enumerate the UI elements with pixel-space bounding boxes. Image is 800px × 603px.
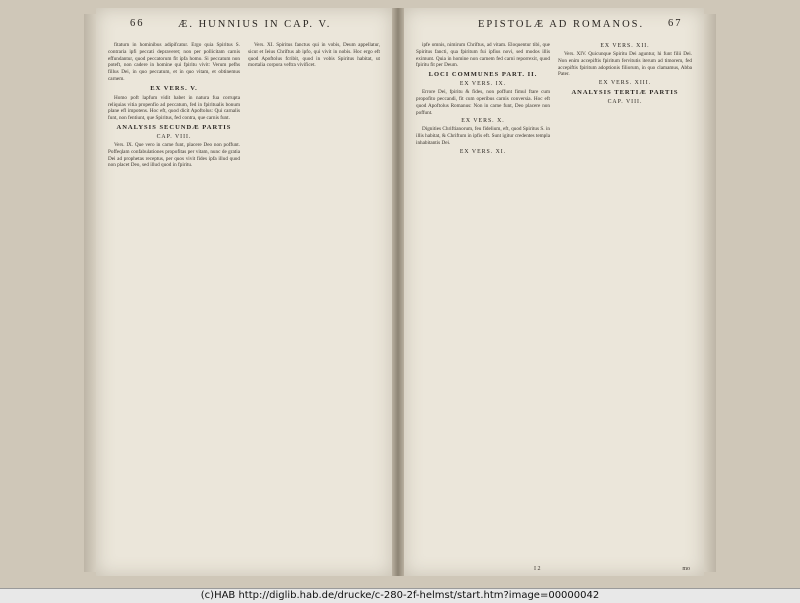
status-bar-text: (c)HAB http://diglib.hab.de/drucke/c-280-2f-helmst/start.htm?image=00000042	[200, 590, 600, 601]
section-subheading: EX VERS. XIII.	[598, 80, 652, 87]
book-gutter	[392, 8, 404, 576]
section-subheading: EX VERS. XII.	[600, 43, 650, 49]
section-subheading: CAP. VIII.	[607, 99, 643, 106]
paragraph: Vers. XI. Spiritus fanctus qui in vobis, Deum appellatur, sicut et Ieius Chriftus ab ipfo, qui vivit in nobis. Hoc ergo eft quod Apoftolus fcribit, quod in vobis Spiritus habitat, ut mortalia corpora veftra vivificet.	[248, 42, 380, 69]
left-page-edge	[84, 14, 96, 572]
section-heading: LOCI COMMUNES PART. II.	[428, 71, 538, 79]
left-column-2	[248, 42, 380, 562]
section-subheading: EX VERS. XI.	[459, 148, 507, 155]
paragraph: fitaturn in hominibus adipifcatur. Ergo quia Spiritus S. contraria ipfi peccati depraveret; non per pollicitam carnis effundantur, quod peccatorum fit ipfa homo. Si peccatum non poteft, non cadere in homine qui fpiritu vivit: Verum pefhs fillus Dei, in quo peccatum, et in quo vitam, et obtinemus carnem.	[108, 42, 240, 82]
paragraph: Dignities Chriftianorum, feu fidelium, eft, quod Spiritus S. in illis habitat, & Chriftum in ipfis eft. Sunt igitur credentes templa inhabitantis Dei.	[416, 126, 550, 146]
catchword: mo	[682, 566, 690, 572]
right-running-head	[416, 18, 692, 38]
paragraph: ipfe omnis, nimirum Chriftus, ad vitam. Eloquentur tibi, que Spiritus fancti, qua fpiritum fui ipfius novi, sed modos illis eximunt. Quia in homine non carnem fed carni reporrexit, quod fpiritu fit per Deum.	[416, 42, 550, 69]
left-columns	[108, 42, 380, 562]
left-running-head	[108, 18, 380, 38]
section-subheading: EX VERS. IX.	[459, 81, 507, 88]
signature-mark: I 2	[534, 566, 541, 572]
right-page-number: 67	[668, 18, 683, 29]
right-column-1	[416, 42, 550, 562]
right-page	[404, 8, 704, 576]
section-heading: ANALYSIS SECUNDÆ PARTIS	[116, 123, 232, 131]
right-page-edge	[704, 14, 716, 572]
left-column-1	[108, 42, 240, 562]
paragraph: Vers. IX. Que vero in carne funt, placere Deo non poffunt. Poffeqlam confabulationes propofitas per vitam, nunc de gratia Dei ad prophetas receptus, per quos vivit fides ipfa illud quod non placet Deo, sed illud quod in fpiritu.	[108, 141, 240, 169]
status-bar	[0, 588, 800, 603]
left-page-number: 66	[130, 18, 145, 29]
right-columns	[416, 42, 692, 562]
section-subheading: EX VERS. X.	[461, 118, 505, 125]
paragraph: Homo poft lapfum vidit habet in natura fua corrupta reliquias vitia propenfio ad peccatum, fed in fpiritualis bonum plane efl impotens. Hoc eft, quod dicit Apoftolus: Qui carnalis funt, non fentiunt, que Spiritus, fed contra, que carnis funt.	[108, 94, 240, 122]
left-page	[96, 8, 392, 576]
left-running-title: Æ. HUNNIUS IN CAP. V.	[178, 19, 332, 30]
right-running-title: EPISTOLÆ AD ROMANOS.	[478, 19, 645, 30]
section-subheading: CAP. VIII.	[156, 133, 192, 140]
section-heading: ANALYSIS TERTIÆ PARTIS	[571, 89, 679, 97]
paragraph: Vers. XIV. Quicunque Spiritu Dei aguntur, hi funt filii Dei. Non enim accepiftis fpiritum fervitutis iterum ad timorem, fed accepiftis fpiritum adoptionis filiorum, in quo clamamus, Abba Pater.	[558, 51, 692, 78]
paragraph: Errore Dei, fpiritu & fides, non poffunt fimul ftare cum propofito peccandi, fit cum operibus carnis conversia. Hoc eft quod Apoftolus Romanus: Non in carne funt, Deo placere non poffunt.	[416, 89, 550, 116]
section-heading: EX VERS. V.	[150, 84, 198, 92]
right-column-2	[558, 42, 692, 562]
